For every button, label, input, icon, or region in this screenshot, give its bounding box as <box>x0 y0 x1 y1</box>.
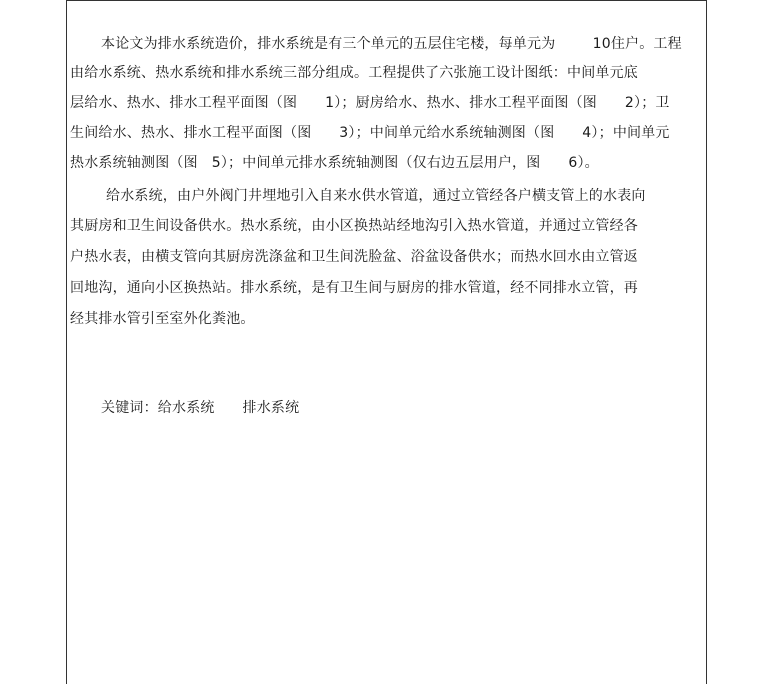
paragraph1-line5: 热水系统轴测图（图 5）；中间单元排水系统轴测图（仅右边五层用户，图 6）。 <box>70 155 599 171</box>
paragraph1-line4: 生间给水、热水、排水工程平面图（图 3）；中间单元给水系统轴测图（图 4）；中间单元 <box>70 125 670 141</box>
paragraph2-line5: 经其排水管引至室外化粪池。 <box>70 311 255 327</box>
paragraph2-line3: 户热水表，由横支管向其厨房洗涤盆和卫生间洗脸盆、浴盆设备供水；而热水回水由立管返 <box>70 249 638 265</box>
paragraph1-line1: 本论文为排水系统造价，排水系统是有三个单元的五层住宅楼，每单元为 10住户。工程 <box>101 36 682 52</box>
paragraph2-line1: 给水系统，由户外阀门井埋地引入自来水供水管道，通过立管经各户横支管上的水表向 <box>106 188 646 204</box>
paragraph2-line4: 回地沟，通向小区换热站。排水系统，是有卫生间与厨房的排水管道，经不同排水立管，再 <box>70 280 638 296</box>
paragraph1-line3: 层给水、热水、排水工程平面图（图 1）；厨房给水、热水、排水工程平面图（图 2）；卫 <box>70 95 670 111</box>
keywords-line: 关键词：给水系统 排水系统 <box>101 400 300 416</box>
paragraph1-line2: 由给水系统、热水系统和排水系统三部分组成。工程提供了六张施工设计图纸：中间单元底 <box>70 65 638 81</box>
paragraph2-line2: 其厨房和卫生间设备供水。热水系统，由小区换热站经地沟引入热水管道，并通过立管经各 <box>70 218 638 234</box>
